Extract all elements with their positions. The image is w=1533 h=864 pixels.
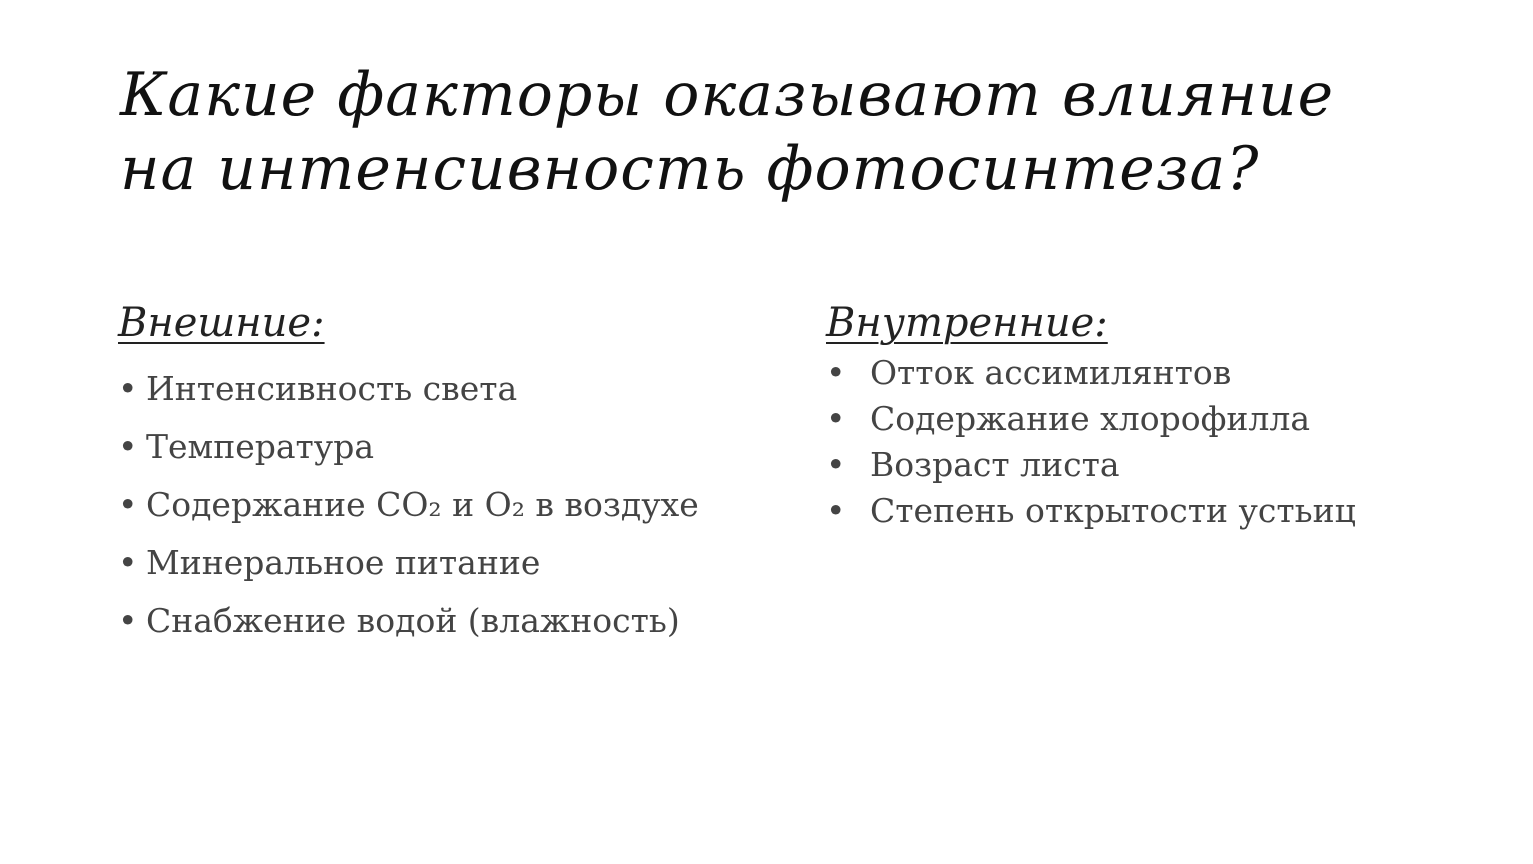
bullet-icon: •: [118, 543, 138, 582]
external-factors-heading: Внешние:: [118, 300, 325, 346]
internal-factors-heading: Внутренние:: [826, 300, 1108, 346]
list-item-text: Содержание хлорофилла: [870, 399, 1310, 438]
bullet-icon: •: [826, 445, 846, 484]
bullet-icon: •: [118, 369, 138, 408]
list-item: [826, 350, 1506, 396]
external-factors-column: [118, 298, 798, 650]
slide-title-line-1: Какие факторы оказывают влияние: [120, 60, 1335, 130]
list-item-text: Степень открытости устьиц: [870, 491, 1356, 530]
bullet-icon: •: [118, 601, 138, 640]
list-item-text: Минеральное питание: [146, 543, 541, 582]
list-item-text: Содержание CO₂ и O₂ в воздухе: [146, 485, 699, 524]
bullet-icon: •: [826, 353, 846, 392]
slide-title: [120, 58, 1440, 206]
slide-title-line-2: на интенсивность фотосинтеза?: [120, 134, 1260, 204]
internal-factors-list: [826, 350, 1506, 534]
list-item: [118, 476, 798, 534]
list-item-text: Интенсивность света: [146, 369, 518, 408]
bullet-icon: •: [118, 485, 138, 524]
external-factors-list: [118, 360, 798, 650]
list-item: [118, 534, 798, 592]
list-item-text: Снабжение водой (влажность): [146, 601, 680, 640]
list-item: [826, 396, 1506, 442]
list-item-text: Возраст листа: [870, 445, 1120, 484]
bullet-icon: •: [826, 491, 846, 530]
list-item: [118, 418, 798, 476]
list-item: [118, 360, 798, 418]
list-item-text: Температура: [146, 427, 375, 466]
list-item: [118, 592, 798, 650]
internal-factors-column: [826, 298, 1506, 534]
bullet-icon: •: [826, 399, 846, 438]
list-item: [826, 488, 1506, 534]
list-item: [826, 442, 1506, 488]
list-item-text: Отток ассимилянтов: [870, 353, 1232, 392]
bullet-icon: •: [118, 427, 138, 466]
